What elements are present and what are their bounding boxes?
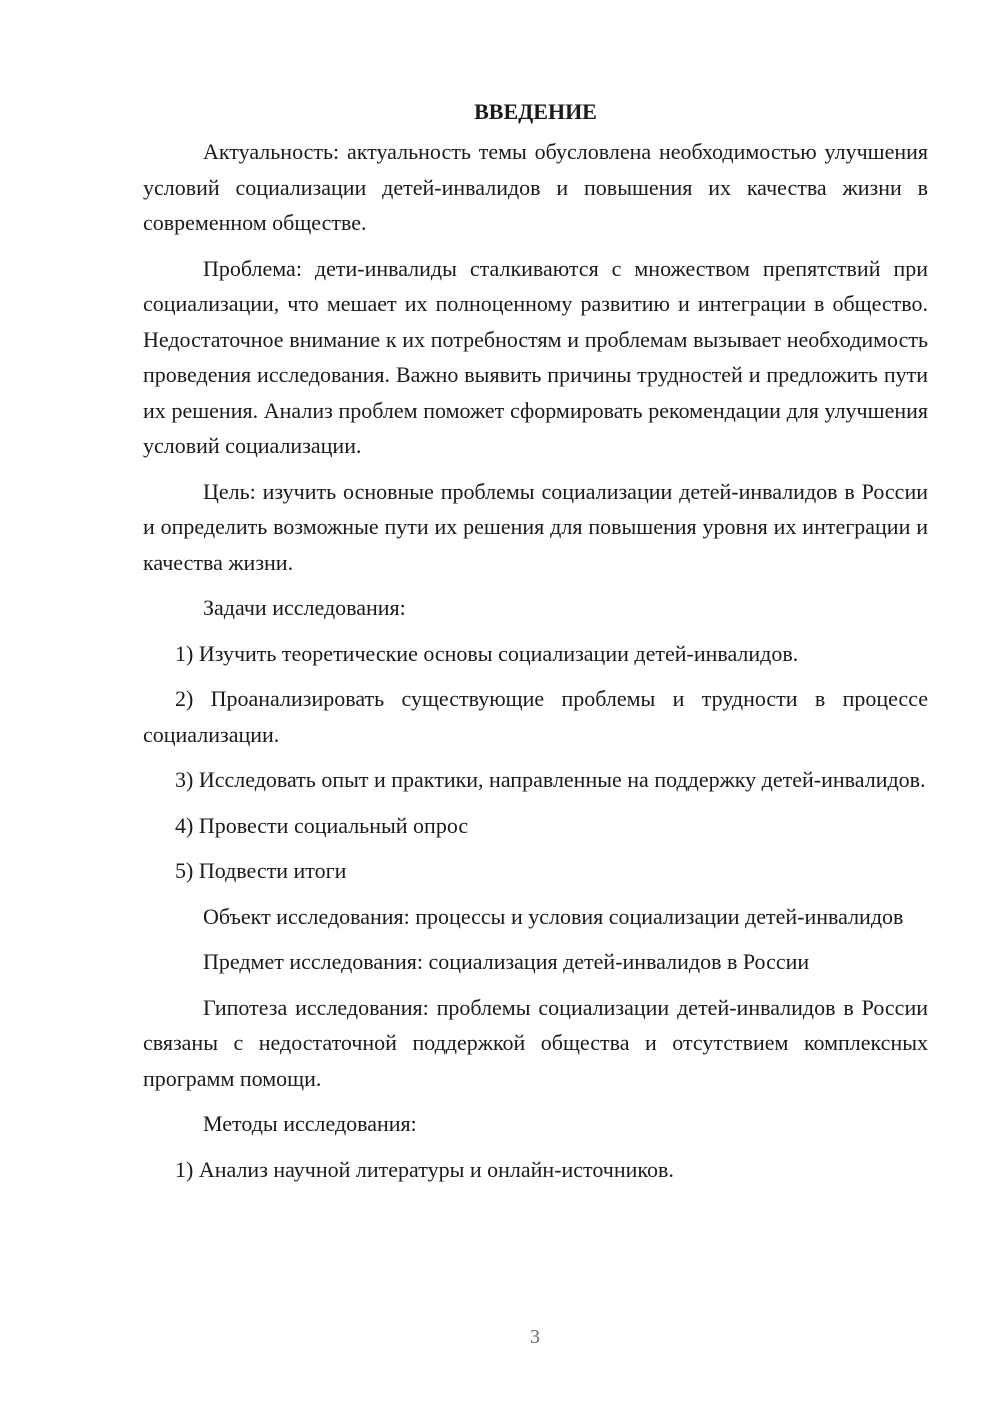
goal-paragraph: Цель: изучить основные проблемы социализации детей-инвалидов в России и определить возможные пути их решения для повышения уровня их интеграции и качества жизни.: [143, 478, 928, 575]
methods-heading: Методы исследования:: [203, 1111, 417, 1136]
object-paragraph: Объект исследования: процессы и условия социализации детей-инвалидов: [203, 903, 904, 929]
document-page: [143, 94, 928, 1197]
method-item-1: 1) Анализ научной литературы и онлайн-источников.: [175, 1156, 674, 1182]
task-item-3: 3) Исследовать опыт и практики, направленные на поддержку детей-инвалидов.: [175, 767, 926, 792]
hypothesis-paragraph: Гипотеза исследования: проблемы социализации детей-инвалидов в России связаны с недостаточной поддержкой общества и отсутствием комплексных программ помощи.: [143, 994, 928, 1091]
relevance-paragraph: Актуальность: актуальность темы обусловлена необходимостью улучшения условий социализации детей-инвалидов и повышения их качества жизни в современном обществе.: [143, 139, 928, 235]
page-title: ВВЕДЕНИЕ: [474, 99, 597, 124]
tasks-heading: Задачи исследования:: [203, 595, 406, 620]
task-item-2: 2) Проанализировать существующие проблемы и трудности в процессе социализации.: [143, 686, 928, 747]
task-item-5: 5) Подвести итоги: [175, 858, 347, 883]
page-number: 3: [530, 1326, 540, 1348]
task-item-1: 1) Изучить теоретические основы социализации детей-инвалидов.: [175, 640, 799, 666]
subject-paragraph: Предмет исследования: социализация детей-инвалидов в России: [203, 949, 810, 974]
task-item-4: 4) Провести социальный опрос: [175, 812, 469, 838]
problem-paragraph: Проблема: дети-инвалиды сталкиваются с множеством препятствий при социализации, что мешает их полноценному развитию и интеграции в общество. Недостаточное внимание к их потребностям и проблемам вызывает необходимость проведения исследования. Важно выявить причины трудностей и предложить пути их решения. Анализ проблем поможет сформировать рекомендации для улучшения условий социализации.: [143, 255, 928, 458]
